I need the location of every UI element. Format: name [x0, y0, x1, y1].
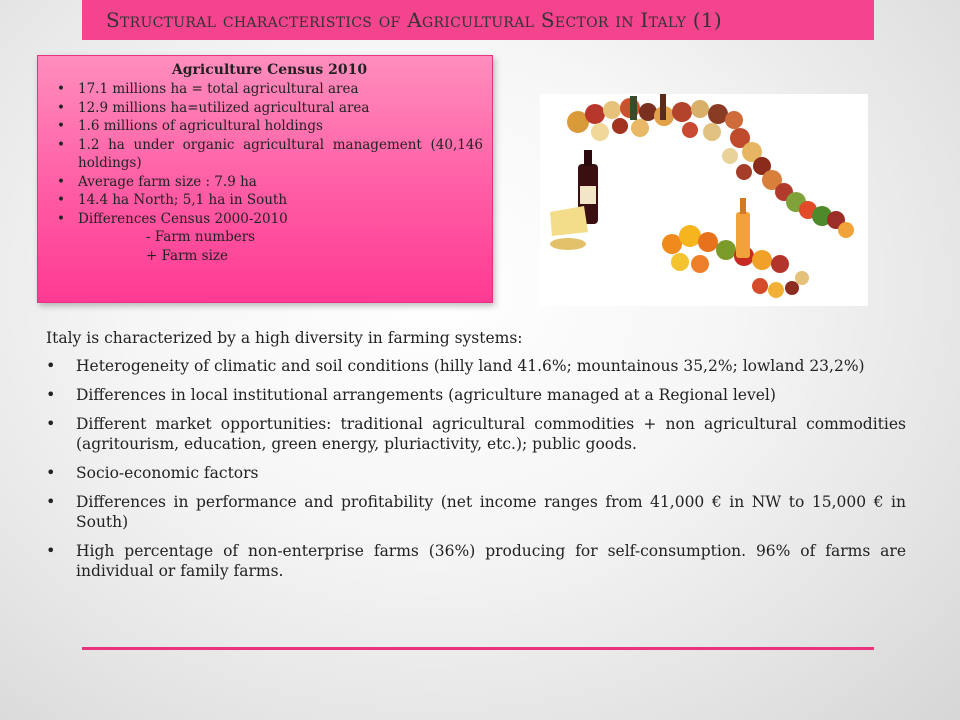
main-content [46, 328, 906, 590]
italy-food-map-image [540, 94, 868, 306]
census-sub-item: - Farm numbers [146, 229, 256, 245]
title-bar [82, 0, 874, 40]
census-heading: Agriculture Census 2010 [171, 62, 368, 78]
diversity-list [46, 356, 906, 581]
diversity-point: • Socio-economic factors [46, 463, 906, 483]
census-item: • 17.1 millions ha = total agricultural area [56, 80, 483, 99]
slide-title: Structural characteristics of Agricultural Sector in Italy (1) [106, 8, 723, 32]
diversity-point: • Differences in local institutional arrangements (agriculture managed at a Regional level) [46, 385, 906, 405]
food-cluster-south [662, 198, 789, 273]
census-box [37, 55, 493, 303]
diversity-point: • High percentage of non-enterprise farms (36%) producing for self-consumption. 96% of farms are individual or family farms. [46, 541, 906, 581]
census-list [56, 80, 483, 228]
census-sub-item: + Farm size [146, 248, 228, 264]
bottom-divider [82, 647, 874, 650]
italy-food-map-illustration [540, 94, 868, 306]
food-cluster-north [567, 94, 743, 141]
wine-and-cheese [550, 150, 598, 250]
census-item: • 14.4 ha North; 5,1 ha in South [56, 191, 483, 210]
census-item: • Average farm size : 7.9 ha [56, 173, 483, 192]
census-item: • 12.9 millions ha=utilized agricultural area [56, 99, 483, 118]
diversity-point: • Different market opportunities: traditional agricultural commodities + non agricultural commodities (agritourism, education, green energy, pluriactivity, etc.); public goods. [46, 414, 906, 454]
intro-text: Italy is characterized by a high diversity in farming systems: [46, 329, 523, 347]
diversity-point: • Differences in performance and profitability (net income ranges from 41,000 € in NW to 15,000 € in South) [46, 492, 906, 532]
food-cluster-islands [752, 271, 809, 298]
census-item: • 1.6 millions of agricultural holdings [56, 117, 483, 136]
census-item: • Differences Census 2000-2010 [56, 210, 483, 229]
diversity-point: • Heterogeneity of climatic and soil conditions (hilly land 41.6%; mountainous 35,2%; lowland 23,2%) [46, 356, 906, 376]
census-item: • 1.2 ha under organic agricultural management (40,146 holdings) [56, 136, 483, 173]
